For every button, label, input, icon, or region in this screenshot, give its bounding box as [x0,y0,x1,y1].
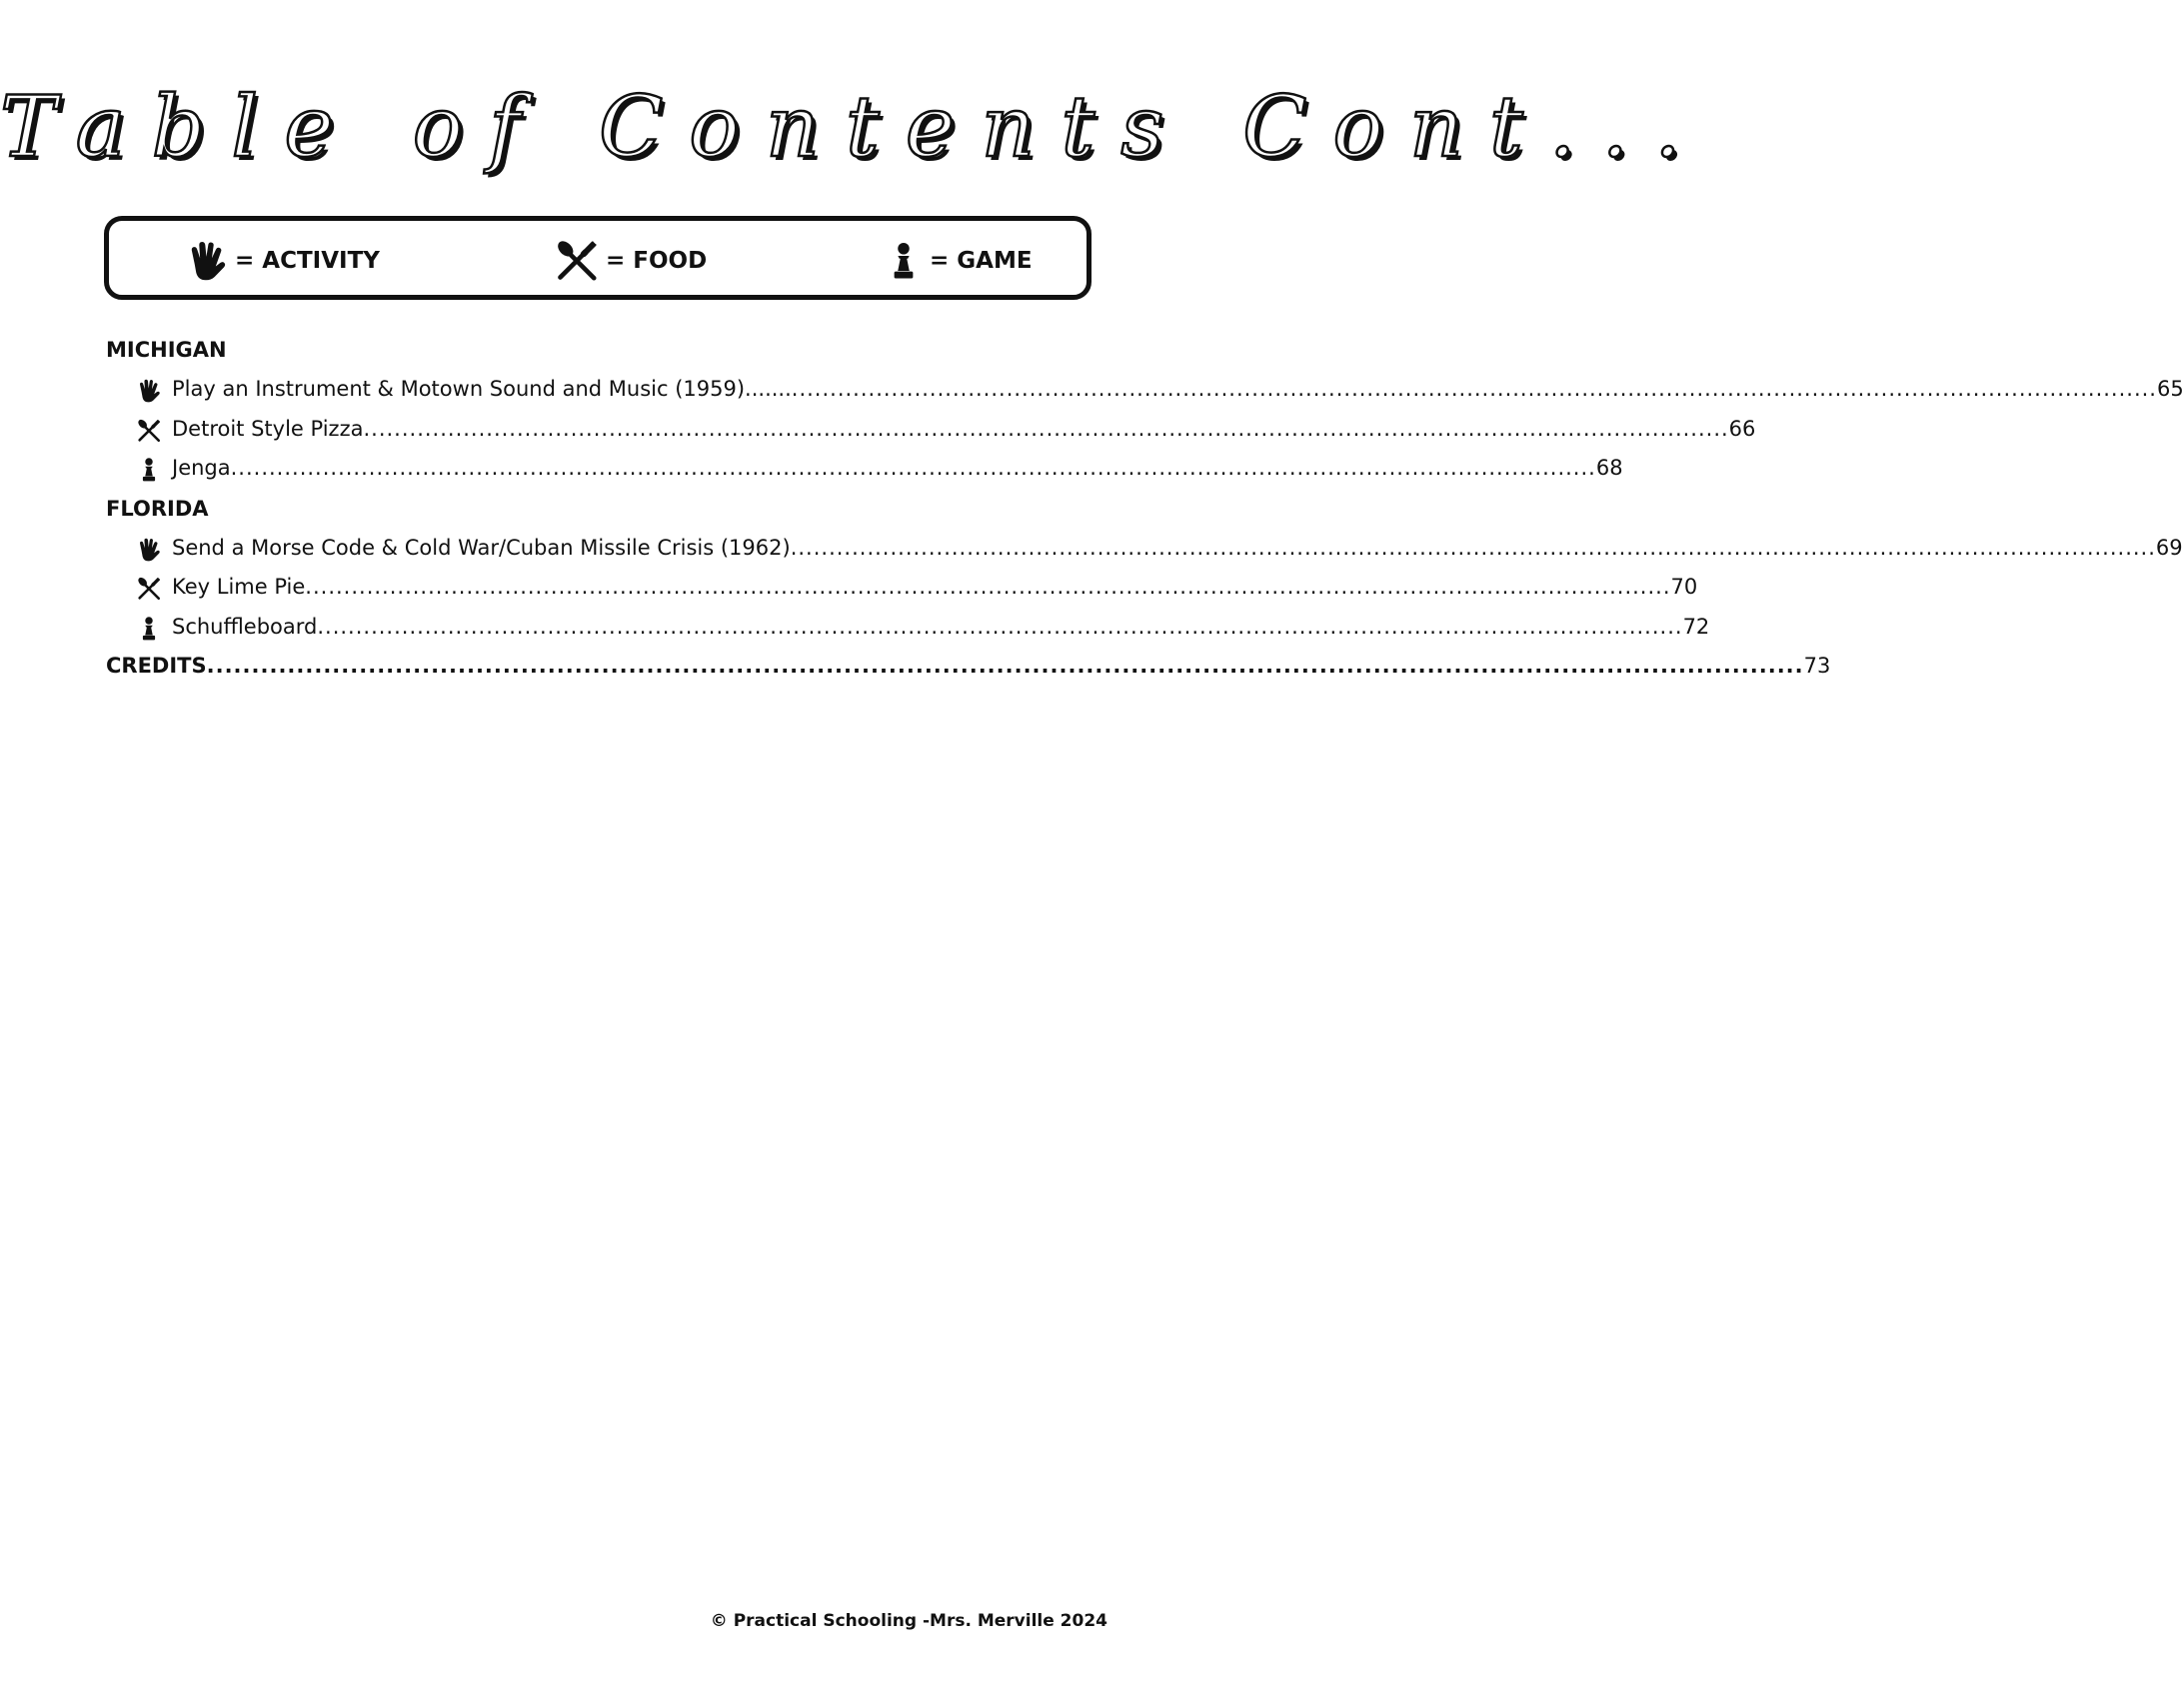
toc-entry-title: Detroit Style Pizza [172,416,364,441]
legend-activity-label: = ACTIVITY [235,248,380,274]
fork-spoon-icon [136,576,162,602]
toc-entry[interactable] [106,449,1623,489]
hand-icon [136,378,162,404]
legend-game [884,241,1033,281]
hand-icon [136,537,162,563]
toc-entry-credits[interactable] [106,647,1831,687]
toc-entry[interactable] [106,568,1698,608]
dot-leader: .................................................................................................................................................................................. [206,654,1804,678]
toc-entry-title: Send a Morse Code & Cold War/Cuban Missile Crisis (1962) [172,535,791,560]
legend-food [554,241,707,281]
toc-entry-title: Key Lime Pie [172,575,306,599]
legend-game-label: = GAME [930,248,1033,274]
toc-entry[interactable] [106,410,1756,450]
credits-page: 73 [1803,654,1831,678]
toc-entry-page: 65 [2156,377,2184,401]
toc-entry-title: Jenga [172,456,231,480]
toc-entry-page: 68 [1595,456,1623,480]
dot-leader: .................................................................................................................................................................................. [317,614,1683,639]
toc-entry-page: 66 [1728,416,1756,441]
fork-spoon-icon [136,418,162,444]
dot-leader: .................................................................................................................................................................................. [363,416,1729,441]
page-title: Table of Contents Cont... [0,78,1707,176]
toc-entry[interactable] [106,529,2183,569]
toc-entry-title: Schuffleboard [172,614,318,639]
credits-label: CREDITS [106,654,207,678]
toc-entry-page: 69 [2155,535,2183,560]
pawn-icon [884,239,924,283]
dot-leader: .................................................................................................................................................................................. [791,377,2157,401]
toc-entry-page: 70 [1670,575,1698,599]
legend-food-label: = FOOD [606,248,708,274]
dot-leader: .................................................................................................................................................................................. [305,575,1671,599]
toc-entry[interactable] [106,370,2184,410]
pawn-icon [136,457,162,483]
hand-icon [185,239,229,283]
toc-entry-page: 72 [1682,614,1710,639]
pawn-icon [136,616,162,642]
legend-activity [185,241,380,281]
toc-entry-title: Play an Instrument & Motown Sound and Music (1959)....... [172,377,792,401]
toc-entry[interactable] [106,608,1710,648]
section-michigan: MICHIGAN [106,338,227,362]
section-florida: FLORIDA [106,496,209,521]
table-of-contents [106,330,2184,687]
fork-spoon-icon [554,238,600,284]
copyright-footer: © Practical Schooling -Mrs. Merville 2024 [710,1611,1107,1631]
icon-legend [104,216,1092,300]
dot-leader: .................................................................................................................................................................................. [790,535,2156,560]
dot-leader: .................................................................................................................................................................................. [230,456,1596,480]
